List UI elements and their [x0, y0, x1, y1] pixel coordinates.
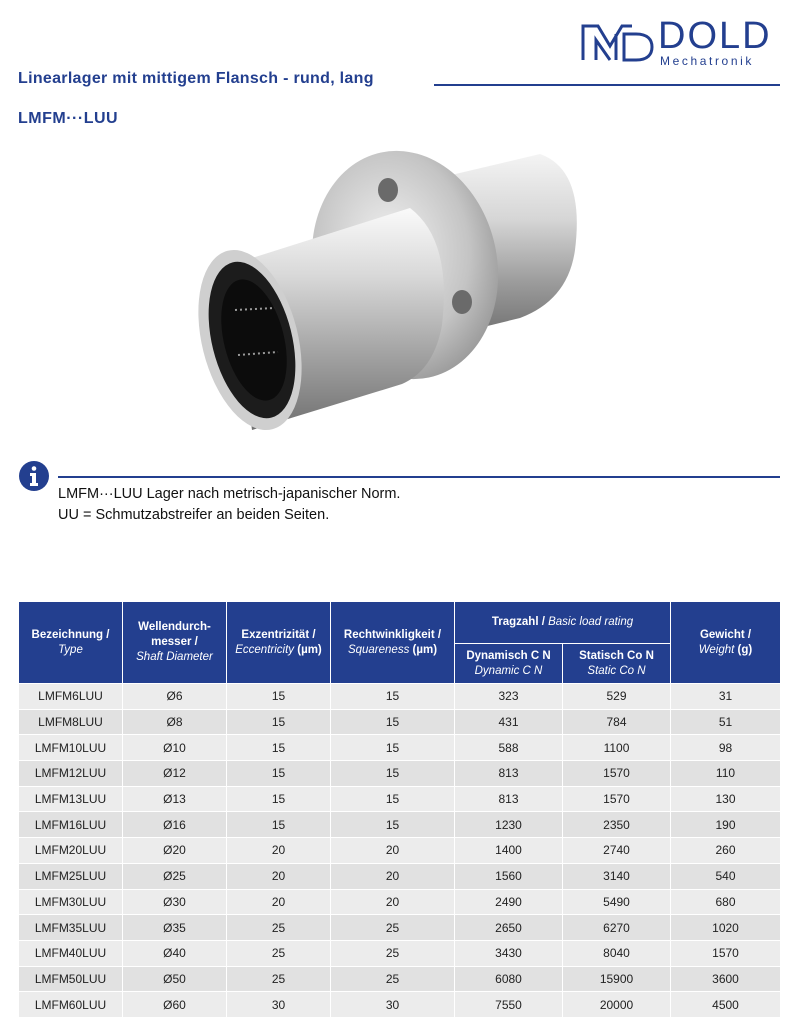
page-subtitle: LMFM···LUU — [18, 110, 119, 127]
cell-dynamic-load: 7550 — [455, 992, 563, 1018]
cell-squareness: 15 — [331, 684, 455, 710]
cell-static-load: 20000 — [563, 992, 671, 1018]
cell-weight: 3600 — [671, 966, 781, 992]
info-icon — [18, 460, 50, 492]
brand-tagline: Mechatronik — [660, 54, 754, 68]
cell-weight: 4500 — [671, 992, 781, 1018]
cell-weight: 1570 — [671, 940, 781, 966]
cell-dynamic-load: 3430 — [455, 940, 563, 966]
header-type — [19, 602, 123, 684]
cell-static-load: 5490 — [563, 889, 671, 915]
cell-static-load: 15900 — [563, 966, 671, 992]
table-row — [19, 786, 781, 812]
cell-eccentricity: 30 — [227, 992, 331, 1018]
cell-dynamic-load: 6080 — [455, 966, 563, 992]
cell-weight: 1020 — [671, 915, 781, 941]
header-weight-en: Weight — [698, 643, 735, 656]
cell-type: LMFM60LUU — [19, 992, 123, 1018]
cell-weight: 130 — [671, 786, 781, 812]
header-eccentricity — [227, 602, 331, 684]
cell-squareness: 15 — [331, 812, 455, 838]
cell-dynamic-load: 1230 — [455, 812, 563, 838]
cell-static-load: 1100 — [563, 735, 671, 761]
cell-shaft-diameter: Ø50 — [123, 966, 227, 992]
cell-shaft-diameter: Ø10 — [123, 735, 227, 761]
header-squareness — [331, 602, 455, 684]
cell-type: LMFM20LUU — [19, 838, 123, 864]
header-shaft — [123, 602, 227, 684]
cell-dynamic-load: 1560 — [455, 863, 563, 889]
header-ecc-de: Exzentrizität / — [241, 628, 316, 641]
cell-shaft-diameter: Ø35 — [123, 915, 227, 941]
cell-static-load: 8040 — [563, 940, 671, 966]
cell-type: LMFM50LUU — [19, 966, 123, 992]
cell-weight: 110 — [671, 761, 781, 787]
cell-type: LMFM35LUU — [19, 915, 123, 941]
cell-weight: 31 — [671, 684, 781, 710]
cell-static-load: 1570 — [563, 761, 671, 787]
cell-dynamic-load: 813 — [455, 786, 563, 812]
table-row — [19, 735, 781, 761]
info-divider — [58, 476, 780, 478]
info-line-1: LMFM···LUU Lager nach metrisch-japanischer Norm. — [58, 486, 401, 502]
table-row — [19, 761, 781, 787]
cell-static-load: 784 — [563, 709, 671, 735]
cell-static-load: 3140 — [563, 863, 671, 889]
cell-eccentricity: 25 — [227, 915, 331, 941]
cell-type: LMFM12LUU — [19, 761, 123, 787]
cell-squareness: 25 — [331, 940, 455, 966]
cell-dynamic-load: 2650 — [455, 915, 563, 941]
header-sq-de: Rechtwinkligkeit / — [343, 628, 442, 641]
cell-squareness: 30 — [331, 992, 455, 1018]
cell-squareness: 15 — [331, 735, 455, 761]
cell-type: LMFM8LUU — [19, 709, 123, 735]
header-shaft-de2: messer / — [151, 636, 198, 648]
table-row — [19, 709, 781, 735]
header-load-de: Tragzahl / — [491, 616, 545, 628]
header-ecc-en: Eccentricity — [235, 643, 295, 656]
cell-squareness: 15 — [331, 761, 455, 787]
header-weight-unit: (g) — [737, 643, 753, 656]
cell-type: LMFM16LUU — [19, 812, 123, 838]
cell-weight: 98 — [671, 735, 781, 761]
brand-logo — [580, 16, 780, 68]
bearing-product-image — [190, 140, 610, 450]
cell-weight: 260 — [671, 838, 781, 864]
cell-dynamic-load: 588 — [455, 735, 563, 761]
cell-weight: 190 — [671, 812, 781, 838]
cell-shaft-diameter: Ø6 — [123, 684, 227, 710]
cell-shaft-diameter: Ø16 — [123, 812, 227, 838]
header-ecc-unit: (µm) — [297, 643, 322, 656]
cell-dynamic-load: 1400 — [455, 838, 563, 864]
cell-eccentricity: 15 — [227, 735, 331, 761]
header-weight — [671, 602, 781, 684]
cell-squareness: 15 — [331, 709, 455, 735]
page-title: Linearlager mit mittigem Flansch - rund, lang — [18, 70, 374, 87]
table-row — [19, 812, 781, 838]
cell-squareness: 25 — [331, 966, 455, 992]
cell-static-load: 529 — [563, 684, 671, 710]
md-monogram-icon — [580, 20, 656, 66]
table-row — [19, 863, 781, 889]
cell-eccentricity: 25 — [227, 966, 331, 992]
cell-eccentricity: 15 — [227, 812, 331, 838]
header-sq-en: Squareness — [347, 643, 410, 656]
cell-squareness: 15 — [331, 786, 455, 812]
cell-eccentricity: 25 — [227, 940, 331, 966]
table-row — [19, 940, 781, 966]
cell-eccentricity: 15 — [227, 761, 331, 787]
table-row — [19, 915, 781, 941]
header-shaft-de1: Wellendurch- — [138, 621, 211, 633]
cell-type: LMFM40LUU — [19, 940, 123, 966]
header-type-en: Type — [58, 643, 83, 656]
spec-table — [18, 601, 781, 1018]
cell-dynamic-load: 813 — [455, 761, 563, 787]
cell-dynamic-load: 323 — [455, 684, 563, 710]
cell-dynamic-load: 431 — [455, 709, 563, 735]
header-dyn-de: Dynamisch C N — [466, 649, 551, 662]
cell-eccentricity: 15 — [227, 786, 331, 812]
cell-eccentricity: 20 — [227, 863, 331, 889]
info-note — [58, 484, 400, 526]
cell-shaft-diameter: Ø25 — [123, 863, 227, 889]
cell-squareness: 20 — [331, 838, 455, 864]
brand-name: DOLD — [658, 15, 772, 57]
header-shaft-en: Shaft Diameter — [136, 651, 213, 663]
cell-shaft-diameter: Ø20 — [123, 838, 227, 864]
cell-shaft-diameter: Ø40 — [123, 940, 227, 966]
cell-squareness: 20 — [331, 863, 455, 889]
header-load-en: Basic load rating — [548, 616, 634, 628]
table-row — [19, 838, 781, 864]
header-load-rating — [455, 602, 671, 644]
cell-static-load: 6270 — [563, 915, 671, 941]
spec-table-body — [19, 684, 781, 1018]
cell-eccentricity: 15 — [227, 684, 331, 710]
header-static — [563, 644, 671, 684]
cell-dynamic-load: 2490 — [455, 889, 563, 915]
table-row — [19, 966, 781, 992]
cell-weight: 680 — [671, 889, 781, 915]
cell-shaft-diameter: Ø12 — [123, 761, 227, 787]
header-stat-en: Static Co N — [587, 664, 646, 677]
table-row — [19, 889, 781, 915]
cell-eccentricity: 15 — [227, 709, 331, 735]
cell-static-load: 1570 — [563, 786, 671, 812]
info-line-2: UU = Schmutzabstreifer an beiden Seiten. — [58, 507, 330, 523]
header-stat-de: Statisch Co N — [579, 649, 654, 662]
cell-type: LMFM25LUU — [19, 863, 123, 889]
cell-type: LMFM10LUU — [19, 735, 123, 761]
cell-shaft-diameter: Ø60 — [123, 992, 227, 1018]
cell-squareness: 25 — [331, 915, 455, 941]
cell-static-load: 2740 — [563, 838, 671, 864]
cell-squareness: 20 — [331, 889, 455, 915]
cell-type: LMFM13LUU — [19, 786, 123, 812]
cell-weight: 540 — [671, 863, 781, 889]
cell-shaft-diameter: Ø13 — [123, 786, 227, 812]
cell-eccentricity: 20 — [227, 838, 331, 864]
cell-shaft-diameter: Ø30 — [123, 889, 227, 915]
title-divider — [434, 84, 780, 86]
header-weight-de: Gewicht / — [699, 628, 752, 641]
table-row — [19, 684, 781, 710]
cell-weight: 51 — [671, 709, 781, 735]
table-row — [19, 992, 781, 1018]
header-dynamic — [455, 644, 563, 684]
cell-static-load: 2350 — [563, 812, 671, 838]
cell-shaft-diameter: Ø8 — [123, 709, 227, 735]
header-dyn-en: Dynamic C N — [474, 664, 543, 677]
cell-type: LMFM6LUU — [19, 684, 123, 710]
cell-type: LMFM30LUU — [19, 889, 123, 915]
cell-eccentricity: 20 — [227, 889, 331, 915]
header-type-de: Bezeichnung / — [31, 628, 110, 641]
header-sq-unit: (µm) — [412, 643, 438, 656]
